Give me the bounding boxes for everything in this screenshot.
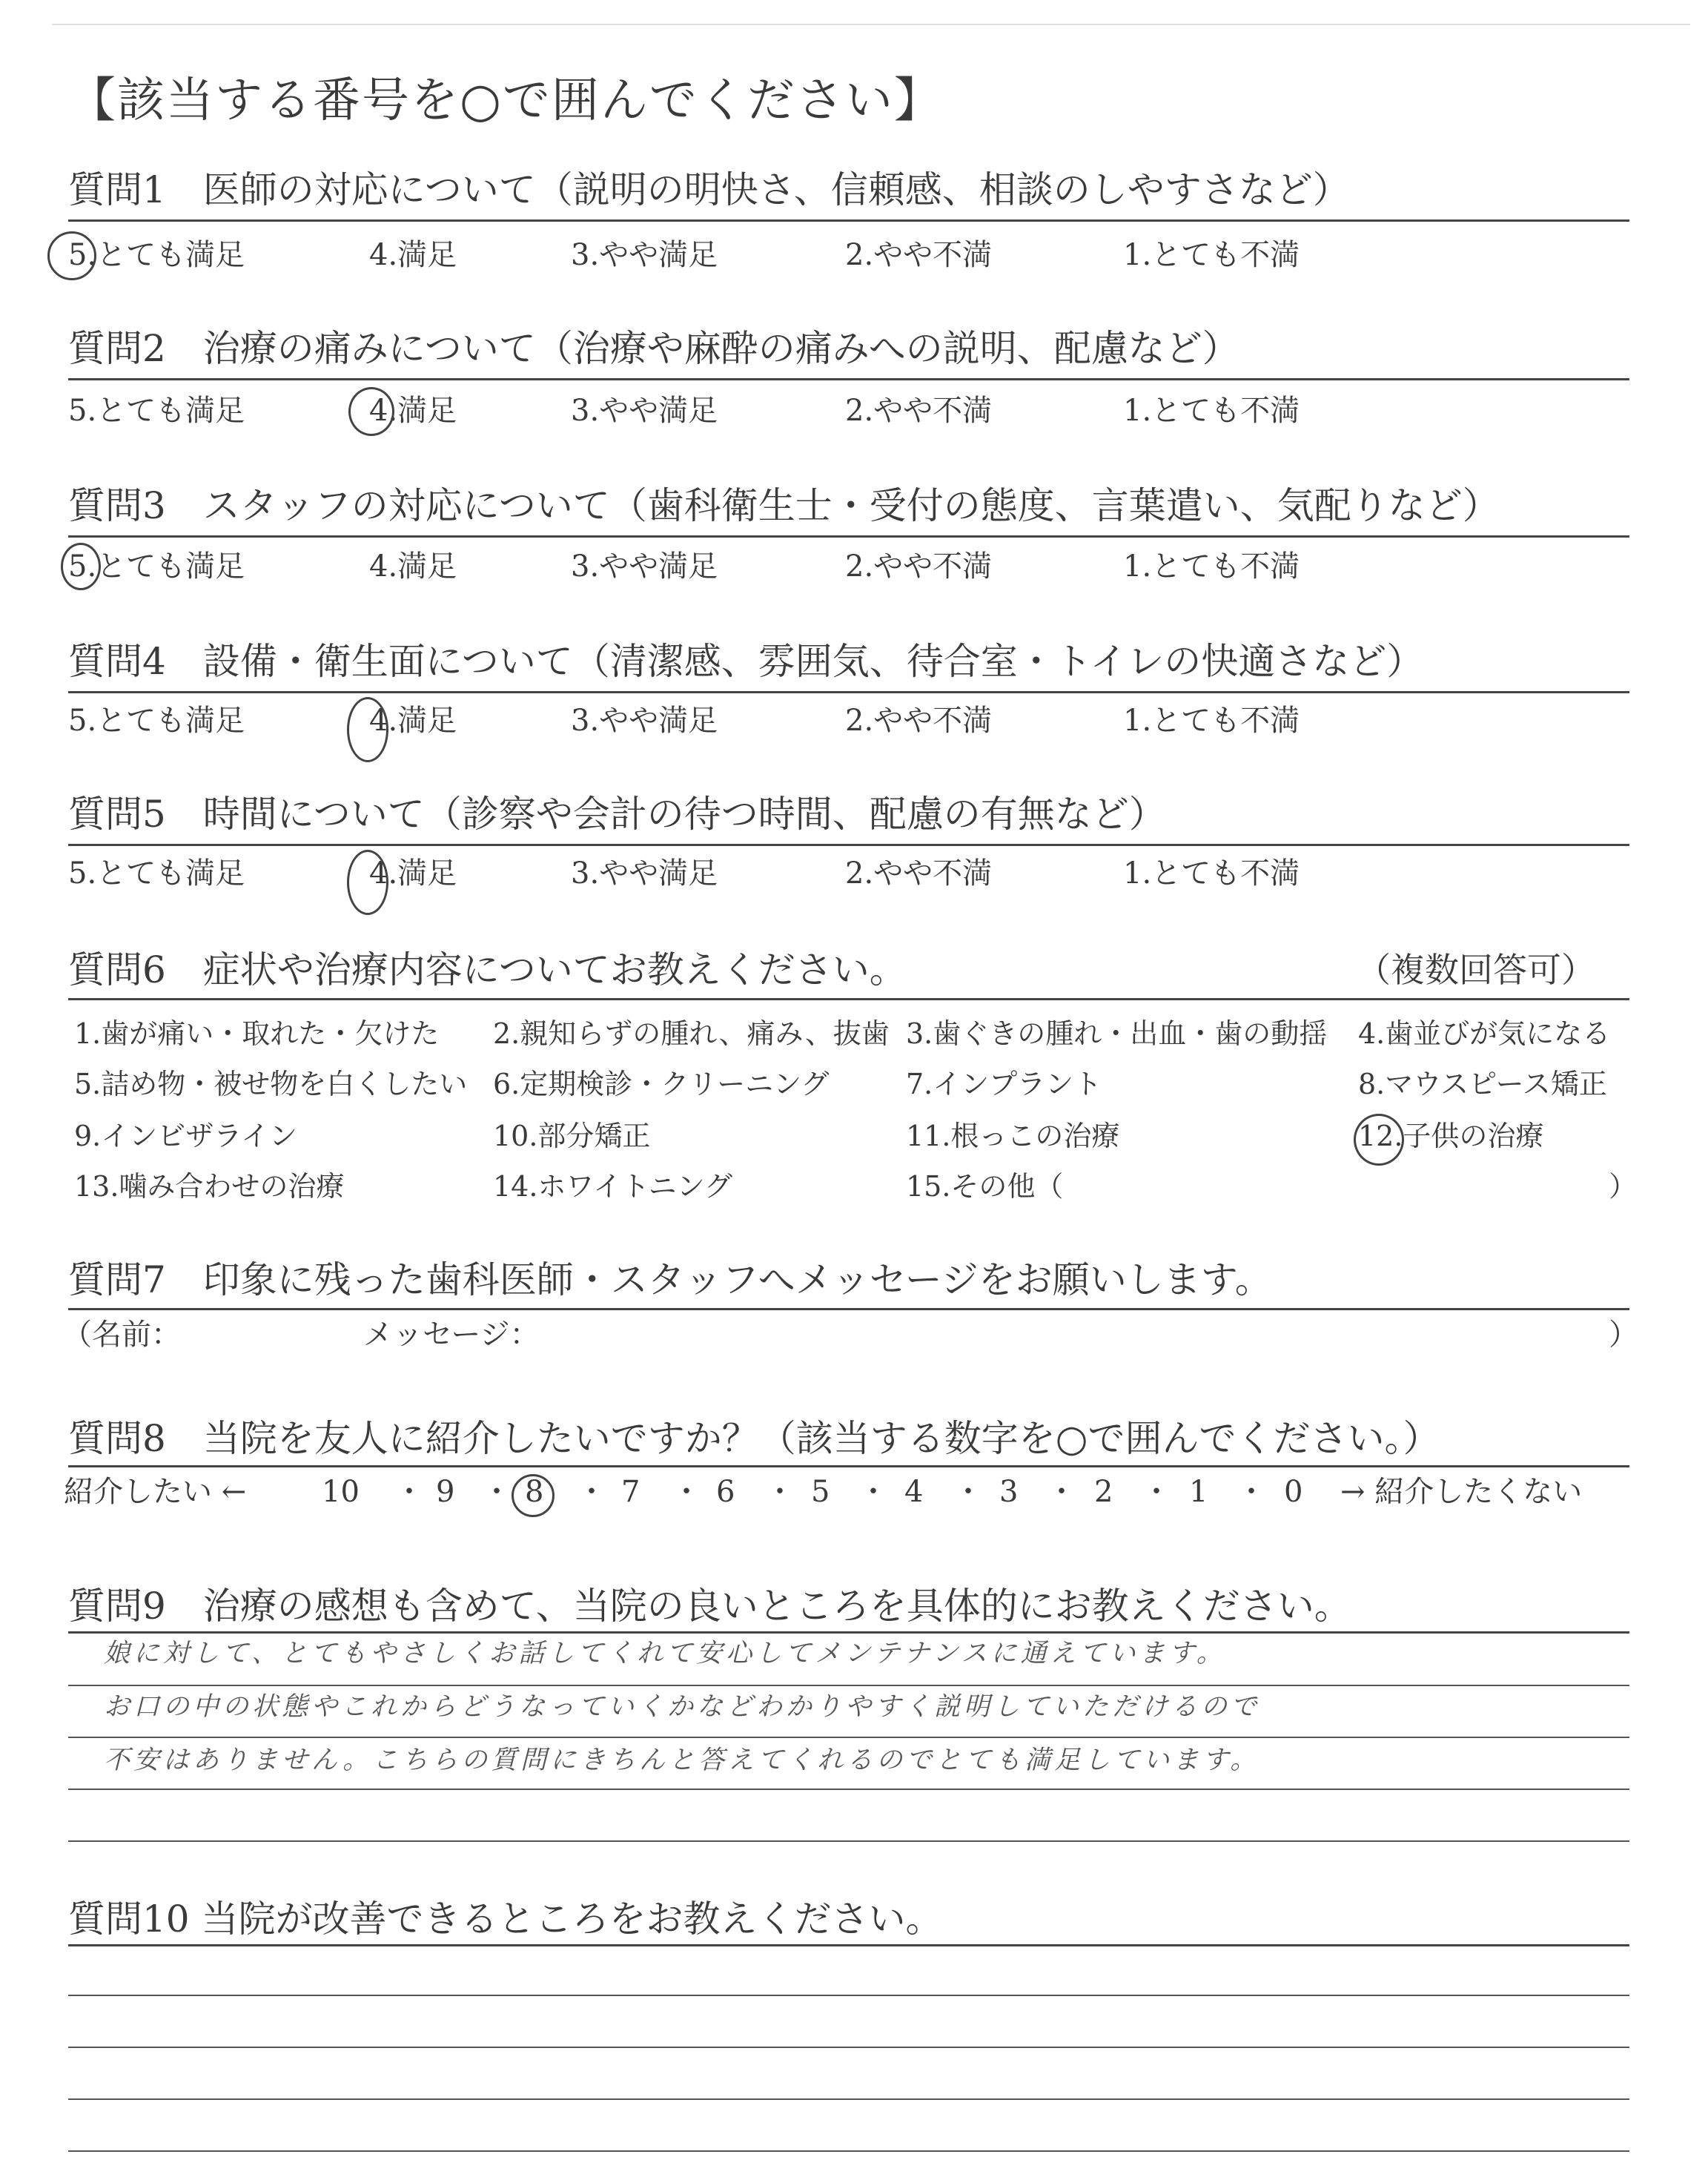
question-1-rule — [68, 219, 1629, 222]
q7-message-label: メッセージ： — [363, 1318, 540, 1352]
q8-score-0[interactable]: 0 — [1284, 1475, 1303, 1509]
question-2-rule — [68, 378, 1629, 380]
answer-line — [68, 1789, 1629, 1790]
question-5: 質問5 時間について（診察や会計の待つ時間、配慮の有無など） — [68, 793, 1166, 836]
q8-score-3[interactable]: 3 — [999, 1475, 1019, 1509]
q3-option-2[interactable]: 2.やや不満 — [845, 549, 993, 584]
q8-left-label: 紹介したい ← — [64, 1475, 247, 1509]
q6-option-7[interactable]: 7.インプラント — [906, 1068, 1102, 1100]
q8-score-10[interactable]: 10 — [322, 1475, 360, 1509]
scan-top-edge — [52, 24, 1690, 25]
q2-option-1[interactable]: 1.とても不満 — [1123, 394, 1300, 428]
q3-option-3[interactable]: 3.やや満足 — [571, 549, 718, 584]
q8-score-4[interactable]: 4 — [904, 1475, 924, 1509]
answer-line — [68, 1685, 1629, 1686]
q8-separator: ・ — [394, 1475, 424, 1509]
question-2: 質問2 治療の痛みについて（治療や麻酔の痛みへの説明、配慮など） — [68, 327, 1239, 370]
q4-option-4[interactable]: 4.満足 — [369, 704, 457, 738]
q6-option-3[interactable]: 3.歯ぐきの腫れ・出血・歯の動揺 — [906, 1017, 1328, 1050]
question-7: 質問7 印象に残った歯科医師・スタッフへメッセージをお願いします。 — [68, 1258, 1272, 1301]
q4-option-3[interactable]: 3.やや満足 — [571, 704, 718, 738]
question-9-rule — [68, 1631, 1629, 1634]
q8-score-2[interactable]: 2 — [1094, 1475, 1113, 1509]
q6-option-5[interactable]: 5.詰め物・被せ物を白くしたい — [74, 1068, 468, 1100]
q4-option-1[interactable]: 1.とても不満 — [1123, 704, 1300, 738]
q8-score-5[interactable]: 5 — [811, 1475, 830, 1509]
question-1: 質問1 医師の対応について（説明の明快さ、信頼感、相談のしやすさなど） — [68, 168, 1350, 211]
q8-score-1[interactable]: 1 — [1189, 1475, 1208, 1509]
q6-option-9[interactable]: 9.インビザライン — [74, 1120, 298, 1152]
q8-separator: ・ — [1142, 1475, 1171, 1509]
answer-line — [68, 1737, 1629, 1738]
q8-separator: ・ — [1047, 1475, 1076, 1509]
question-10: 質問10 当院が改善できるところをお教えください。 — [68, 1898, 943, 1941]
question-8-rule — [68, 1465, 1629, 1467]
q2-option-5[interactable]: 5.とても満足 — [68, 394, 245, 428]
q1-option-3[interactable]: 3.やや満足 — [571, 238, 718, 272]
q8-separator: ・ — [577, 1475, 606, 1509]
q8-score-6[interactable]: 6 — [716, 1475, 735, 1509]
q5-option-4[interactable]: 4.満足 — [369, 856, 457, 891]
q6-option-14[interactable]: 14.ホワイトニング — [493, 1170, 733, 1203]
q4-option-2[interactable]: 2.やや不満 — [845, 704, 993, 738]
q3-option-5[interactable]: 5.とても満足 — [68, 549, 245, 584]
q5-option-1[interactable]: 1.とても不満 — [1123, 856, 1300, 891]
q5-option-2[interactable]: 2.やや不満 — [845, 856, 993, 891]
q1-option-1[interactable]: 1.とても不満 — [1123, 238, 1300, 272]
q2-selected-circle — [348, 387, 394, 436]
answer-line — [68, 2098, 1629, 2100]
q6-option-6[interactable]: 6.定期検診・クリーニング — [493, 1068, 830, 1100]
q1-option-5[interactable]: 5.とても満足 — [68, 238, 245, 272]
q8-separator: ・ — [1237, 1475, 1266, 1509]
page-title: 【該当する番号を○で囲んでください】 — [68, 73, 943, 128]
question-6-rule — [68, 998, 1629, 1000]
q7-close: ） — [1609, 1318, 1638, 1352]
q8-separator: ・ — [672, 1475, 701, 1509]
q6-option-2[interactable]: 2.親知らずの腫れ、痛み、抜歯 — [493, 1017, 890, 1050]
q6-option-1[interactable]: 1.歯が痛い・取れた・欠けた — [74, 1017, 440, 1050]
q5-option-5[interactable]: 5.とても満足 — [68, 856, 245, 891]
q1-option-4[interactable]: 4.満足 — [369, 238, 457, 272]
q8-score-9[interactable]: 9 — [436, 1475, 455, 1509]
q6-option-10[interactable]: 10.部分矯正 — [493, 1120, 651, 1152]
question-8: 質問8 当院を友人に紹介したいですか？（該当する数字を○で囲んでください。） — [68, 1417, 1440, 1460]
question-4: 質問4 設備・衛生面について（清潔感、雰囲気、待合室・トイレの快適さなど） — [68, 640, 1424, 683]
q2-option-3[interactable]: 3.やや満足 — [571, 394, 718, 428]
answer-line — [68, 2047, 1629, 2048]
answer-line — [68, 1995, 1629, 1996]
q6-selected-circle — [1354, 1114, 1404, 1166]
question-3-rule — [68, 535, 1629, 538]
handwritten-answer-line-3: 不安はありません。こちらの質問にきちんと答えてくれるのでとても満足しています。 — [104, 1745, 1260, 1775]
q8-separator: ・ — [953, 1475, 983, 1509]
q8-score-8[interactable]: 8 — [525, 1475, 544, 1509]
q6-option-4[interactable]: 4.歯並びが気になる — [1358, 1017, 1611, 1050]
handwritten-answer-line-1: 娘に対して、とてもやさしくお話してくれて安心してメンテナンスに通えています。 — [104, 1639, 1226, 1668]
answer-line — [68, 1840, 1629, 1842]
q3-option-4[interactable]: 4.満足 — [369, 549, 457, 584]
q8-right-label: → 紹介したくない — [1340, 1475, 1583, 1509]
q8-separator: ・ — [858, 1475, 888, 1509]
q7-name-label: （名前： — [62, 1318, 181, 1352]
q6-option-13[interactable]: 13.噛み合わせの治療 — [74, 1170, 345, 1203]
q6-option-8[interactable]: 8.マウスピース矯正 — [1358, 1068, 1607, 1100]
handwritten-answer-line-2: お口の中の状態やこれからどうなっていくかなどわかりやすく説明していただけるので — [104, 1692, 1261, 1722]
question-4-rule — [68, 691, 1629, 693]
question-6: 質問6 症状や治療内容についてお教えください。 — [68, 948, 907, 991]
q8-selected-circle — [512, 1474, 555, 1517]
question-9: 質問9 治療の感想も含めて、当院の良いところを具体的にお教えください。 — [68, 1585, 1351, 1628]
question-7-rule — [68, 1308, 1629, 1310]
q1-selected-circle — [47, 231, 96, 280]
q6-option-15[interactable]: 15.その他（ — [906, 1170, 1064, 1203]
q8-score-7[interactable]: 7 — [621, 1475, 640, 1509]
q6-option-11[interactable]: 11.根っこの治療 — [906, 1120, 1120, 1152]
q6-other-close: ） — [1609, 1170, 1638, 1203]
q8-separator: ・ — [482, 1475, 512, 1509]
q2-option-4[interactable]: 4.満足 — [369, 394, 457, 428]
q4-option-5[interactable]: 5.とても満足 — [68, 704, 245, 738]
q3-selected-circle — [61, 543, 101, 590]
q5-selected-circle — [347, 850, 388, 915]
multiple-answer-note: （複数回答可） — [1357, 950, 1595, 990]
question-3: 質問3 スタッフの対応について（歯科衛生士・受付の態度、言葉遣い、気配りなど） — [68, 484, 1500, 527]
q3-option-1[interactable]: 1.とても不満 — [1123, 549, 1300, 584]
answer-line — [68, 2150, 1629, 2152]
q8-separator: ・ — [765, 1475, 795, 1509]
q6-option-12[interactable]: 12.子供の治療 — [1358, 1120, 1544, 1152]
q4-selected-circle — [347, 697, 388, 762]
q5-option-3[interactable]: 3.やや満足 — [571, 856, 718, 891]
q2-option-2[interactable]: 2.やや不満 — [845, 394, 993, 428]
q1-option-2[interactable]: 2.やや不満 — [845, 238, 993, 272]
question-5-rule — [68, 844, 1629, 846]
question-10-rule — [68, 1944, 1629, 1946]
